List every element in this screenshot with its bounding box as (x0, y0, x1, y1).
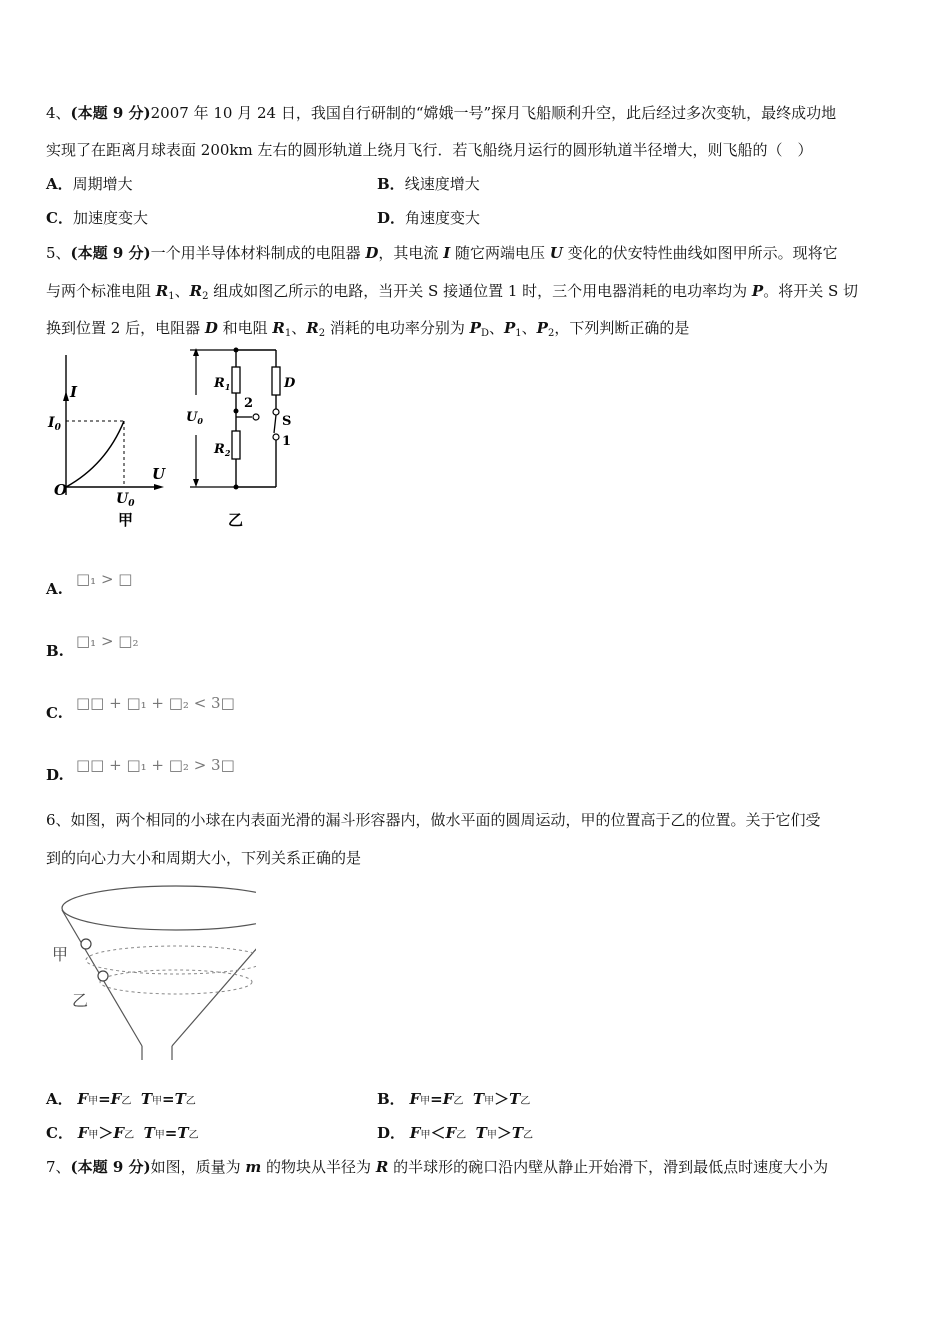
origin-label: O (54, 481, 68, 499)
q5-option-a[interactable]: A.□₁ > □ (46, 570, 133, 598)
ball-yi (98, 971, 108, 981)
circuit-u0-label: $U_0$ (186, 410, 203, 426)
q5-number: 5、 (46, 244, 71, 262)
q6-line1: 6、如图，两个相同的小球在内表面光滑的漏斗形容器内，做水平面的圆周运动，甲的位置高于乙的位置。关于它们受 (46, 811, 821, 829)
ball-jia (81, 939, 91, 949)
q4-option-c[interactable]: C．加速度变大 (46, 209, 148, 227)
switch-position-2: 2 (244, 396, 254, 411)
tick-label-u0: $U_0$ (116, 491, 135, 509)
q5-option-b[interactable]: B.□₁ > □₂ (46, 632, 139, 660)
circuit-r2-label: $R_2$ (214, 442, 231, 458)
q5-option-d[interactable]: D.□□ + □₁ + □₂ > 3□ (46, 756, 235, 784)
axis-label-u: U (152, 465, 166, 483)
q4-option-a[interactable]: A．周期增大 (46, 175, 133, 193)
q6-option-a[interactable]: A． F甲=F乙 T甲=T乙 (46, 1090, 196, 1108)
q4-score: (本题 9 分) (70, 104, 151, 122)
q5-score: (本题 9 分) (70, 244, 151, 262)
q5-line3: 换到位置 2 后，电阻器 D 和电阻 $R_1$、$R_2$ 消耗的电功率分别为 $P_D$、$P_1$、$P_2$，下列判断正确的是 (46, 319, 690, 339)
switch-s-label: S (282, 414, 292, 429)
axis-label-i: I (70, 383, 78, 401)
figure-caption-yi: 乙 (228, 511, 244, 529)
circuit-r1-label: $R_1$ (214, 376, 231, 392)
q4-line2: 实现了在距离月球表面 200km 左右的圆形轨道上绕月飞行．若飞船绕月运行的圆形轨道半径增大，则飞船的（ ） (46, 141, 813, 159)
q6-number: 6、 (46, 811, 71, 829)
q5-line1: 5、(本题 9 分)一个用半导体材料制成的电阻器 D，其电流 I 随它两端电压 U 变化的伏安特性曲线如图甲所示。现将它 (46, 244, 838, 262)
circuit-d-label: D (284, 376, 296, 391)
q7-score: (本题 9 分) (70, 1158, 151, 1176)
iu-curve-figure (46, 355, 181, 530)
q6-option-b[interactable]: B． F甲=F乙 T甲＞T乙 (377, 1090, 531, 1108)
q6-option-c[interactable]: C． F甲＞F乙 T甲=T乙 (46, 1124, 199, 1142)
q7-number: 7、 (46, 1158, 71, 1176)
q4-option-b[interactable]: B．线速度增大 (377, 175, 480, 193)
q4-number: 4、 (46, 104, 71, 122)
switch-position-1: 1 (282, 434, 292, 449)
q4-line1 (46, 103, 836, 123)
funnel-label-yi: 乙 (72, 991, 89, 1010)
q5-option-c[interactable]: C.□□ + □₁ + □₂ < 3□ (46, 694, 235, 722)
figure-caption-jia: 甲 (118, 511, 134, 529)
q4-option-d[interactable]: D．角速度变大 (377, 209, 481, 227)
circuit-figure (180, 345, 320, 530)
tick-label-i0: $I_0$ (48, 415, 61, 433)
q6-line2: 到的向心力大小和周期大小，下列关系正确的是 (46, 849, 362, 867)
q7-line1: 7、(本题 9 分)如图，质量为 m 的物块从半径为 R 的半球形的碗口沿内壁从静止开始滑下，滑到最低点时速度大小为 (46, 1158, 829, 1176)
funnel-figure (46, 880, 256, 1070)
q5-line2: 与两个标准电阻 $R_1$、$R_2$ 组成如图乙所示的电路，当开关 S 接通位置 1 时，三个用电器消耗的电功率均为 P。将开关 S 切 (46, 282, 859, 302)
funnel-label-jia: 甲 (52, 945, 69, 964)
q4-text-1: 2007 年 10 月 24 日，我国自行研制的“嫦娥一号”探月飞船顺利升空，此后经过多次变轨，最终成功地 (150, 104, 837, 122)
q6-option-d[interactable]: D． F甲＜F乙 T甲＞T乙 (377, 1124, 534, 1142)
